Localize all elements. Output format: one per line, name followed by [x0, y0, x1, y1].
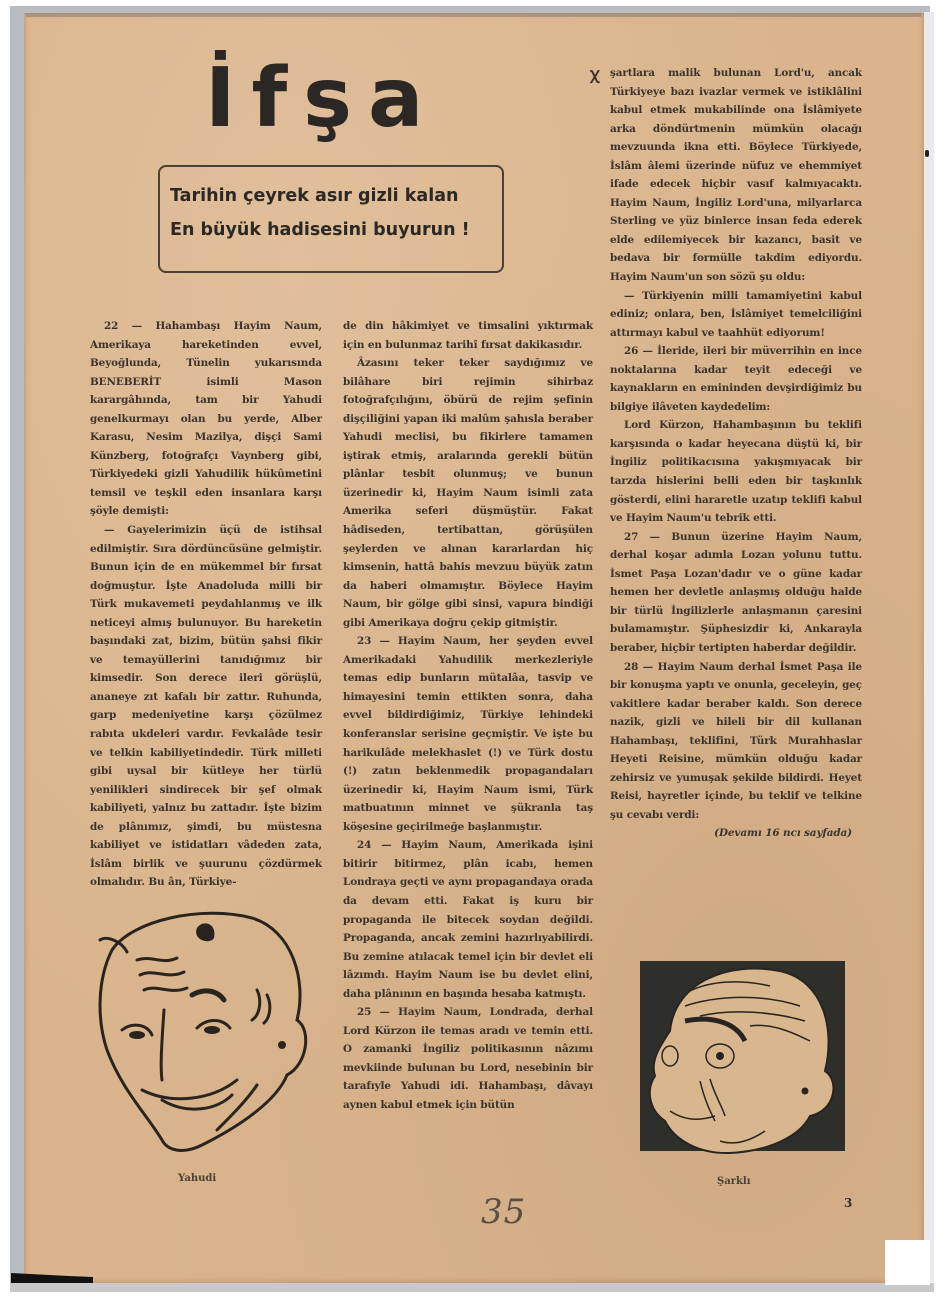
handwritten-mark-icon: ꭓ	[590, 64, 599, 83]
scanner-strip	[924, 12, 934, 1282]
paragraph: — Gayelerimizin üçü de istihsal edilmiştir. Sıra dördüncüsüne gelmiştir. Bunun için de en mükemmel bir fırsat doğmuştur. İşte Anadoluda milli bir Türk mukavemeti peydahlanmış ve ilk neticeyi almış bulunuyor. Bu hareketin başındaki zat, bizim, bütün şahsi fikir ve temayüllerini tanıdığımız bir kimsedir. Son derece ileri görüşlü, ananeye zıt kafalı bir zattır. Ruhunda, garp medeniyetine karşı çözülmez rabıta ukdeleri vardır. Fevkalâde tesir ve telkin kabiliyetindedir. Türk milleti gibi uysal bir kütleye her türlü yenilikleri sindirecek bir şef olmak kabiliyeti, yalnız bu zattadır. İşte bizim de plânımız, şimdi, bu müstesna kabiliyet ve istidatları vâdeden zata, İslâm birlik ve şuurunu çözdürmek olmalıdır. Bu ân, Türkiye-	[90, 524, 322, 889]
paragraph: de din hâkimiyet ve timsalini yıktırmak için en bulunmaz tarihî fırsat dakikasıdır.	[343, 320, 593, 351]
paragraph: 24 — Hayim Naum, Amerikada işini bitirir bitirmez, plân icabı, hemen Londraya geçti ve aynı propagandaya orada da devam etti. Fakat iş kuru bir propaganda ile bitecek soydan değildi. Propaganda, ancak zemini hazırlıyabilirdi. Bu zemine atılacak temel için bir devlet eli lâzımdı. Hayim Naum ise bu devlet elini, daha plânının en başında hesaba katmıştı.	[343, 839, 593, 1000]
article-column-3	[610, 64, 862, 843]
page-number: 3	[844, 1196, 853, 1210]
article-column-1	[90, 317, 322, 892]
paragraph: şartlara malik bulunan Lord'u, ancak Türkiyeye bazı ivazlar vermek ve istiklâlini kabul etmek mukabilinde ona İslâmiyete arka döndürtmenin mümkün olacağı mevzuunda ikna etti. Böylece Türkiyede, İslâm âlemi üzerinde nüfuz ve ehemmiyet ifade edecek hiçbir vasıf kalmıyacaktı. Hayim Naum, İngiliz Lord'una, milyarlarca Sterling ve yüz binlerce insan feda ederek elde edilemiyecek bir kazancı, basit ve bedava bir formülle takdim ediyordu. Hayim Naum'un son sözü şu oldu:	[610, 67, 862, 284]
caricature-illustration-right	[640, 961, 845, 1161]
paragraph: 26 — İleride, ileri bir müverrihin en ince noktalarına kadar teyit edeceği ve kaynakların en emininden devşirdiğimiz bu bilgiye ilâveten kaydedelim:	[610, 345, 862, 413]
scanner-strip-bottom	[10, 1283, 934, 1292]
paragraph: Âzasını teker teker saydığımız ve bilâhare biri rejimin sihirbaz fotoğrafçılığını, öbürü de rejim şefinin dişçiliğini yapan iki malûm şahısla beraber Yahudi meclisi, bu fikirlere tamamen iştirak etmiş, aralarında gerekli bütün plânlar tesbit olunmuş; ve bunun üzerinedir ki, Hayim Naum isimli zata Amerika seferi düşmüştür. Fakat hâdiseden, tertibattan, görüşülen şeylerden ve alınan kararlardan hiç kimsenin, hattâ bahis mevzuu büyük zatın da haberi olmamıştır. Böylece Hayim Naum, bir gölge gibi sinsi, vapura bindiği gibi Amerikaya doğru çekip gitmiştir.	[343, 357, 593, 629]
figure-caption-left: Yahudi	[178, 1173, 217, 1184]
paragraph: 25 — Hayim Naum, Londrada, derhal Lord Kürzon ile temas aradı ve temin etti. O zamanki İngiliz politikasının nâzımı mevkiinde bulunan bu Lord, nesebinin bir tarafıyle Yahudi idi. Hahambaşı, dâvayı aynen kabul etmek için bütün	[343, 1006, 593, 1111]
paragraph: 22 — Hahambaşı Hayim Naum, Amerikaya hareketinden evvel, Beyoğlunda, Tünelin yukarısında BENEBERİT isimli Mason karargâhında, tam bir Yahudi genelkurmayı olan bu yerde, Alber Karasu, Nesim Mazilya, dişçi Sami Künzberg, fotoğrafçı Vaynberg gibi, Türkiyedeki gizli Yahudilik hükûmetini temsil ve teşkil eden insanlara karşı şöyle demişti:	[90, 320, 322, 518]
paragraph: 28 — Hayim Naum derhal İsmet Paşa ile bir konuşma yaptı ve onunla, geceleyin, geç vakitlere kadar beraber kaldı. Son derece nazik, gizli ve hileli bir dil kullanan Hahambaşı, teklifini, Türk Murahhaslar Heyeti Reisine, mümkün olduğu kadar zehirsiz ve yumuşak şekilde bildirdi. Heyet Reisi, hayretler içinde, bu teklif ve telkine şu cevabı verdi:	[610, 660, 862, 821]
paragraph: Lord Kürzon, Hahambaşının bu teklifi karşısında o kadar heyecana düştü ki, bir İngiliz politikacısına yakışmıyacak bir tarzda hislerini belli eden bir taşkınlık gösterdi, elini hararetle uzatıp teklifi kabul ve Hayim Naum'u tebrik etti.	[610, 419, 862, 525]
paragraph: 27 — Bunun üzerine Hayim Naum, derhal koşar adımla Lozan yolunu tuttu. İsmet Paşa Lozan'dadır ve o güne kadar hemen her devletle anlaşmış olduğu halde bir türlü İngilizlerle anlaşmanın çaresini bulamamıştır. Şüphesizdir ki, Ankarayla beraber, hiçbir tertipten haberdar değildir.	[610, 530, 862, 654]
paragraph: 23 — Hayim Naum, her şeyden evvel Amerikadaki Yahudilik merkezleriyle temas edip bunların mütalâa, tasvip ve himayesini temin ettikten sonra, daha evvel bildirdiğimiz, Türkiye lehindeki konferanslar serisine geçmiştir. Ve işte bu harikulâde melekhaslet (!) ve Türk dostu (!) zatın beklenmedik propagandaları üzerinedir ki, Hayim Naum ismi, Türk matbuatının minnet ve şükranla taş köşesine geçirilmeğe başlanmıştır.	[343, 635, 593, 833]
subheadline-line-1: Tarihin çeyrek asır gizli kalan	[170, 186, 459, 206]
ink-spot	[925, 150, 929, 157]
article-column-2	[343, 317, 593, 1115]
figure-caption-right: Şarklı	[717, 1176, 751, 1187]
paragraph: — Türkiyenin milli tamamiyetini kabul ediniz; onlara, ben, İslâmiyet temelciliğini attırmayı kabul ve taahhüt ediyorum!	[610, 289, 862, 339]
subheadline-box	[158, 165, 504, 273]
subheadline-line-2: En büyük hadisesini buyurun !	[170, 220, 470, 240]
scan-corner-patch	[885, 1240, 930, 1285]
headline: İfşa	[205, 51, 440, 146]
page-edge	[26, 13, 921, 17]
handwritten-page-number: 35	[481, 1192, 527, 1232]
caricature-illustration-left	[92, 900, 314, 1165]
continued-note: (Devamı 16 ncı sayfada)	[714, 827, 852, 840]
